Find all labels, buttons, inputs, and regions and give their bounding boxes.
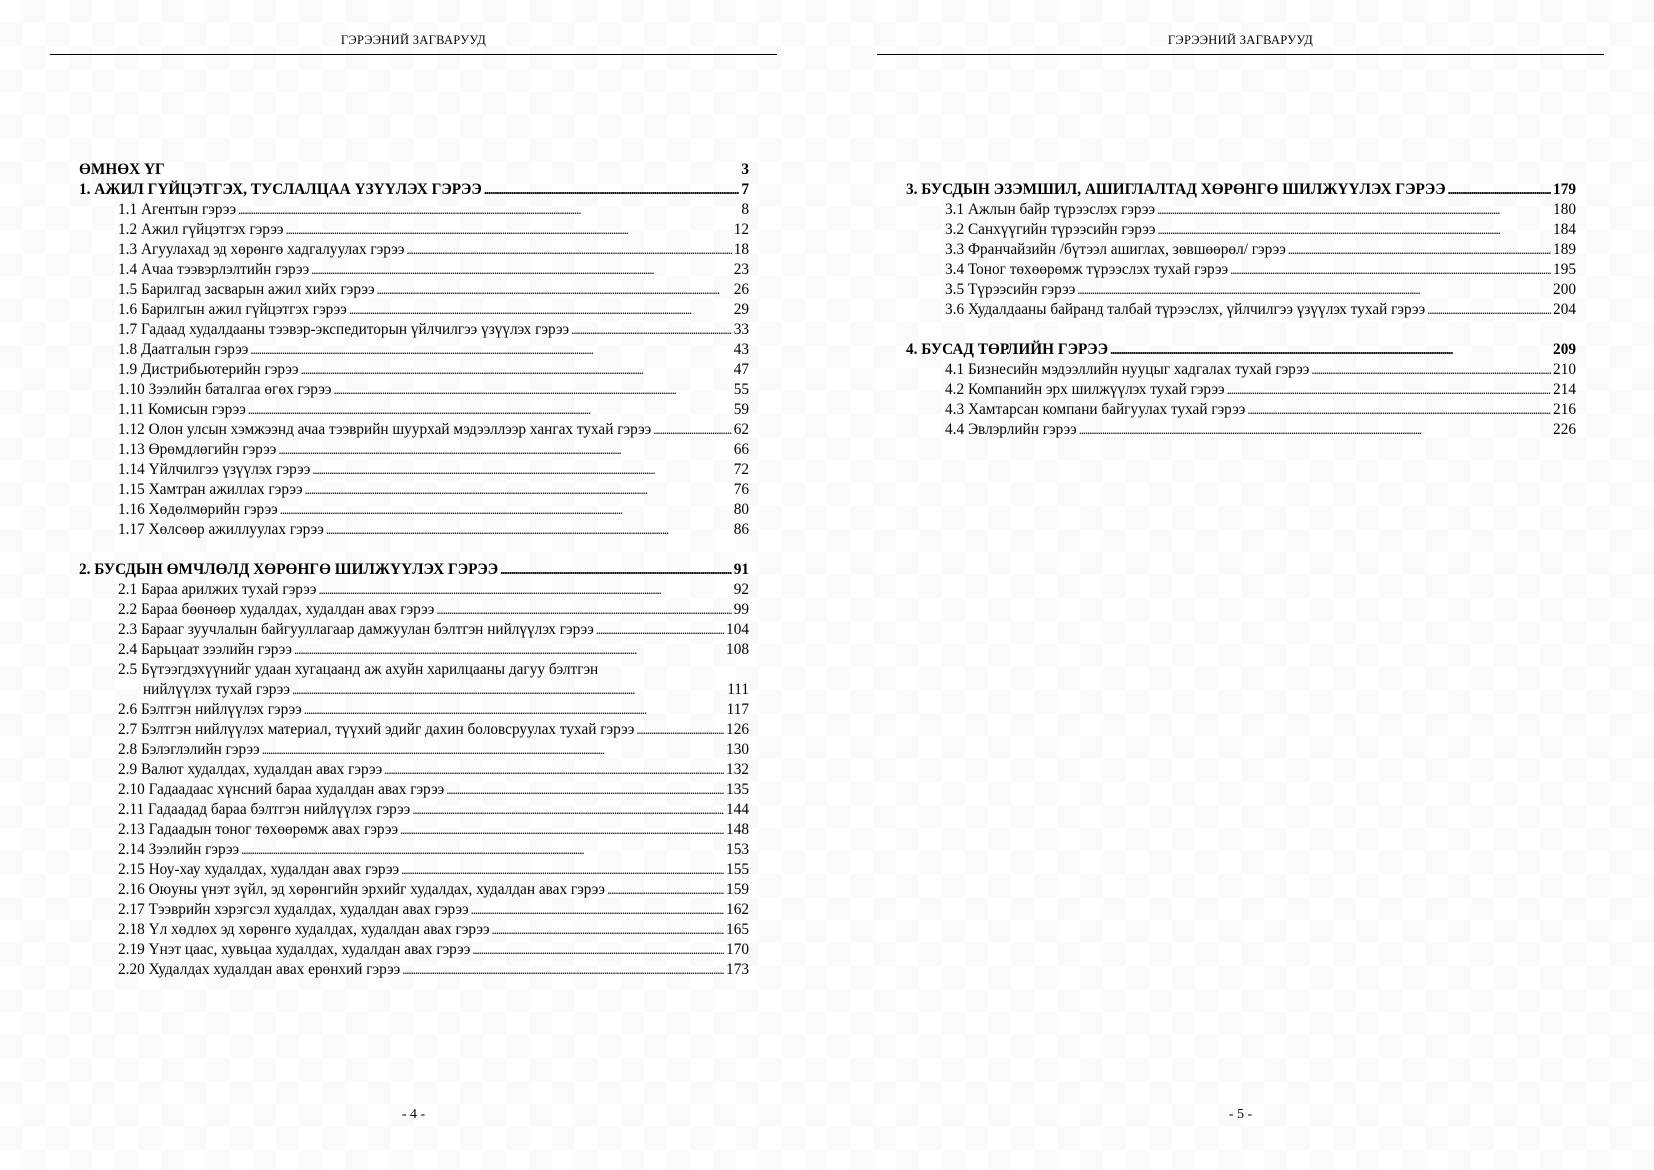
- toc-entry-page: 3: [741, 161, 749, 178]
- toc-entry-page: 180: [1553, 201, 1576, 218]
- toc-entry-title: 2. БУСДЫН ӨМЧЛӨЛД ХӨРӨНГӨ ШИЛЖҮҮЛЭХ ГЭРЭЭ: [79, 561, 499, 578]
- table-of-contents: [906, 180, 1576, 440]
- dot-leader: [1247, 400, 1551, 420]
- toc-entry-page: 144: [726, 801, 749, 818]
- dot-leader: [278, 440, 731, 460]
- toc-entry-page: 59: [733, 401, 749, 418]
- toc-entry-page: 179: [1553, 181, 1576, 198]
- dot-leader: [294, 640, 724, 660]
- dot-leader: [312, 460, 731, 480]
- toc-entry-title: 1.2 Ажил гүйцэтгэх гэрээ: [118, 221, 284, 238]
- toc-section-entry[interactable]: [79, 560, 749, 580]
- toc-entry-title: 1.3 Агуулахад эд хөрөнгө хадгалуулах гэрээ: [118, 241, 405, 258]
- toc-entry-page: 18: [733, 241, 749, 258]
- dot-leader: [318, 580, 731, 600]
- toc-entry-page: 162: [726, 901, 749, 918]
- toc-entry-title: 2.10 Гадаадаас хүнсний бараа худалдан авах гэрээ: [118, 781, 445, 798]
- dot-leader: [326, 520, 732, 540]
- toc-entry[interactable]: [906, 360, 1576, 380]
- dot-leader: [607, 880, 724, 900]
- dot-leader: [1079, 420, 1551, 440]
- toc-section-entry[interactable]: [79, 160, 749, 180]
- toc-entry[interactable]: [79, 720, 749, 740]
- dot-leader: [285, 220, 731, 240]
- dot-leader: [402, 960, 724, 980]
- toc-entry-page: 23: [733, 261, 749, 278]
- toc-entry-page: 135: [726, 781, 749, 798]
- toc-entry-page: 62: [733, 421, 749, 438]
- toc-entry-page: 8: [741, 201, 749, 218]
- toc-entry-title: 2.7 Бэлтгэн нийлүүлэх материал, түүхий эдийг дахин боловсруулах тухай гэрээ: [118, 721, 635, 738]
- toc-section-entry[interactable]: [906, 340, 1576, 360]
- toc-entry-page: 153: [726, 841, 749, 858]
- dot-leader: [377, 280, 732, 300]
- dot-leader: [653, 420, 731, 440]
- dot-leader: [1110, 340, 1551, 360]
- toc-entry[interactable]: [906, 300, 1576, 320]
- toc-entry-title: 4.4 Эвлэрлийн гэрээ: [945, 421, 1077, 438]
- toc-entry[interactable]: [906, 400, 1576, 420]
- toc-entry-title: 4.1 Бизнесийн мэдээллийн нууцыг хадгалах тухай гэрээ: [945, 361, 1310, 378]
- dot-leader: [262, 740, 724, 760]
- toc-entry[interactable]: [79, 300, 749, 320]
- toc-entry-page: 159: [726, 881, 749, 898]
- dot-leader: [471, 900, 724, 920]
- dot-leader: [436, 600, 731, 620]
- dot-leader: [484, 180, 740, 200]
- toc-entry[interactable]: [79, 460, 749, 480]
- dot-leader: [596, 620, 724, 640]
- toc-entry[interactable]: [79, 500, 749, 520]
- dot-leader: [1311, 360, 1551, 380]
- toc-entry-title: 2.19 Үнэт цаас, хувьцаа худалдах, худалдан авах гэрээ: [118, 941, 471, 958]
- toc-entry[interactable]: [79, 740, 749, 760]
- toc-entry-page: 99: [733, 601, 749, 618]
- toc-entry[interactable]: [906, 420, 1576, 440]
- toc-entry-title: 2.4 Барьцаат зээлийн гэрээ: [118, 641, 292, 658]
- toc-entry-page: 155: [726, 861, 749, 878]
- running-head: ГЭРЭЭНИЙ ЗАГВАРУУД: [340, 33, 487, 47]
- toc-entry-page: 195: [1553, 261, 1576, 278]
- toc-entry[interactable]: [79, 860, 749, 880]
- toc-entry[interactable]: [79, 280, 749, 300]
- toc-entry-page: 132: [726, 761, 749, 778]
- toc-entry-page: 12: [733, 221, 749, 238]
- running-head: ГЭРЭЭНИЙ ЗАГВАРУУД: [1167, 33, 1314, 47]
- toc-entry-title: 3.3 Франчайзийн /бүтээл ашиглах, зөвшөөрөл/ гэрээ: [945, 241, 1286, 258]
- toc-entry[interactable]: [79, 840, 749, 860]
- toc-entry[interactable]: [79, 820, 749, 840]
- toc-entry[interactable]: [79, 920, 749, 940]
- toc-entry-title: 1.10 Зээлийн баталгаа өгөх гэрээ: [118, 381, 332, 398]
- toc-entry-page: 47: [733, 361, 749, 378]
- page-number: - 5 -: [1228, 1107, 1253, 1122]
- dot-leader: [412, 800, 724, 820]
- toc-entry-page: 226: [1553, 421, 1576, 438]
- toc-entry[interactable]: [79, 220, 749, 240]
- toc-entry-page: 209: [1553, 341, 1576, 358]
- toc-entry-title: 1.8 Даатгалын гэрээ: [118, 341, 249, 358]
- toc-entry-title: нийлүүлэх тухай гэрээ: [143, 681, 290, 698]
- toc-entry-page: 29: [733, 301, 749, 318]
- toc-entry[interactable]: [906, 220, 1576, 240]
- toc-entry-page: 92: [733, 581, 749, 598]
- dot-leader: [1230, 260, 1551, 280]
- toc-entry-title: 2.14 Зээлийн гэрээ: [118, 841, 240, 858]
- toc-entry-title: 1.7 Гадаад худалдааны тээвэр-экспедиторын үйлчилгээ үзүүлэх гэрээ: [118, 321, 570, 338]
- toc-entry-title: 3.5 Түрээсийн гэрээ: [945, 281, 1076, 298]
- toc-entry-page: 216: [1553, 401, 1576, 418]
- toc-entry[interactable]: [79, 900, 749, 920]
- dot-leader: [1288, 240, 1551, 260]
- toc-entry-page: 130: [726, 741, 749, 758]
- dot-leader: [1157, 200, 1551, 220]
- toc-entry[interactable]: [79, 800, 749, 820]
- toc-entry-title: 1.5 Барилгад засварын ажил хийх гэрээ: [118, 281, 375, 298]
- dot-leader: [400, 820, 724, 840]
- toc-entry-title: 2.11 Гадаадад бараа бэлтгэн нийлүүлэх гэрээ: [118, 801, 411, 818]
- dot-leader: [292, 680, 725, 700]
- toc-entry[interactable]: [79, 640, 749, 660]
- toc-entry-page: 204: [1553, 301, 1576, 318]
- dot-leader: [1077, 280, 1551, 300]
- toc-entry[interactable]: [79, 260, 749, 280]
- dot-leader: [636, 720, 724, 740]
- toc-entry[interactable]: [79, 420, 749, 440]
- header-rule: [877, 54, 1604, 55]
- toc-section-entry[interactable]: [79, 180, 749, 200]
- toc-entry-title: 1.9 Дистрибьютерийн гэрээ: [118, 361, 299, 378]
- toc-entry-page: 80: [733, 501, 749, 518]
- toc-entry[interactable]: [79, 760, 749, 780]
- dot-leader: [472, 940, 724, 960]
- dot-leader: [384, 760, 724, 780]
- toc-entry-title: 3.1 Ажлын байр түрээслэх гэрээ: [945, 201, 1156, 218]
- dot-leader: [492, 920, 725, 940]
- toc-entry-title: 2.3 Барааг зуучлалын байгууллагаар дамжуулан бэлтгэн нийлүүлэх гэрээ: [118, 621, 594, 638]
- section-spacer: [906, 320, 1576, 340]
- toc-entry-page: 173: [726, 961, 749, 978]
- toc-entry[interactable]: [79, 880, 749, 900]
- toc-entry[interactable]: [906, 380, 1576, 400]
- toc-entry-title: 1. АЖИЛ ГҮЙЦЭТГЭХ, ТУСЛАЛЦАА ҮЗҮҮЛЭХ ГЭРЭЭ: [79, 181, 482, 198]
- dot-leader: [401, 860, 724, 880]
- toc-entry-page: 33: [733, 321, 749, 338]
- dot-leader: [311, 260, 732, 280]
- toc-entry[interactable]: [79, 620, 749, 640]
- dot-leader: [301, 360, 732, 380]
- page-number: - 4 -: [401, 1107, 426, 1122]
- toc-entry-page: 104: [726, 621, 749, 638]
- dot-leader: [1427, 300, 1551, 320]
- toc-entry-page: 189: [1553, 241, 1576, 258]
- toc-entry[interactable]: [79, 660, 749, 680]
- dot-leader: [349, 300, 732, 320]
- toc-entry-title: 1.1 Агентын гэрээ: [118, 201, 237, 218]
- toc-entry-page: 72: [733, 461, 749, 478]
- toc-entry-page: 210: [1553, 361, 1576, 378]
- toc-entry-title: 1.13 Өрөмдлөгийн гэрээ: [118, 441, 277, 458]
- dot-leader: [280, 500, 732, 520]
- dot-leader: [248, 400, 732, 420]
- toc-entry-title: 2.17 Тээврийн хэрэгсэл худалдах, худалдан авах гэрээ: [118, 901, 469, 918]
- dot-leader: [250, 340, 731, 360]
- toc-entry-title: 1.14 Үйлчилгээ үзүүлэх гэрээ: [118, 461, 311, 478]
- toc-entry-title: 2.13 Гадаадын тоног төхөөрөмж авах гэрээ: [118, 821, 399, 838]
- toc-entry[interactable]: [79, 580, 749, 600]
- toc-entry-title: 3.6 Худалдааны байранд талбай түрээслэх, үйлчилгээ үзүүлэх тухай гэрээ: [945, 301, 1426, 318]
- toc-entry-title: 1.16 Хөдөлмөрийн гэрээ: [118, 501, 278, 518]
- toc-entry-title: ӨМНӨХ ҮГ: [79, 161, 165, 178]
- dot-leader: [571, 320, 732, 340]
- toc-entry-title: 2.20 Худалдах худалдан авах ерөнхий гэрээ: [118, 961, 401, 978]
- toc-entry-page: 111: [727, 681, 749, 698]
- toc-entry-title: 1.11 Комисын гэрээ: [118, 401, 246, 418]
- toc-entry-page: 91: [733, 561, 749, 578]
- toc-entry-page: 108: [726, 641, 749, 658]
- toc-entry-title: 2.8 Бэлэглэлийн гэрээ: [118, 741, 260, 758]
- toc-entry-page: 165: [726, 921, 749, 938]
- toc-entry[interactable]: [79, 600, 749, 620]
- toc-entry-title: 4. БУСАД ТӨРЛИЙН ГЭРЭЭ: [906, 341, 1109, 358]
- dot-leader: [304, 700, 725, 720]
- toc-entry[interactable]: [79, 380, 749, 400]
- toc-entry[interactable]: [79, 440, 749, 460]
- toc-entry-title: 1.6 Барилгын ажил гүйцэтгэх гэрээ: [118, 301, 347, 318]
- toc-entry-title: 2.15 Ноу-хау худалдах, худалдан авах гэрээ: [118, 861, 400, 878]
- toc-entry-page: 66: [733, 441, 749, 458]
- toc-entry[interactable]: [906, 280, 1576, 300]
- toc-entry[interactable]: [79, 520, 749, 540]
- toc-section-entry[interactable]: [906, 180, 1576, 200]
- dot-leader: [1227, 380, 1551, 400]
- dot-leader: [406, 240, 731, 260]
- toc-entry[interactable]: [79, 240, 749, 260]
- toc-entry-page: 184: [1553, 221, 1576, 238]
- toc-entry[interactable]: [79, 940, 749, 960]
- toc-entry[interactable]: [79, 400, 749, 420]
- dot-leader: [305, 480, 732, 500]
- toc-entry-title: 2.5 Бүтээгдэхүүнийг удаан хугацаанд аж ахуйн харилцааны дагуу бэлтгэн: [118, 661, 599, 678]
- toc-entry-page: 55: [733, 381, 749, 398]
- toc-entry-title: 2.9 Валют худалдах, худалдан авах гэрээ: [118, 761, 383, 778]
- toc-entry-title: 2.16 Оюуны үнэт зүйл, эд хөрөнгийн эрхийг худалдах, худалдан авах гэрээ: [118, 881, 605, 898]
- table-of-contents: [79, 160, 749, 980]
- toc-entry[interactable]: [79, 700, 749, 720]
- toc-entry-title: 2.18 Үл хөдлөх эд хөрөнгө худалдах, худалдан авах гэрээ: [118, 921, 490, 938]
- toc-entry[interactable]: [79, 780, 749, 800]
- toc-entry-page: 7: [741, 181, 749, 198]
- toc-entry-page: 200: [1553, 281, 1576, 298]
- toc-entry-title: 2.2 Бараа бөөнөөр худалдах, худалдан авах гэрээ: [118, 601, 435, 618]
- dot-leader: [1448, 180, 1551, 200]
- dot-leader: [1157, 220, 1551, 240]
- toc-entry[interactable]: [79, 360, 749, 380]
- dot-leader: [241, 840, 724, 860]
- toc-entry[interactable]: [79, 200, 749, 220]
- toc-entry[interactable]: [79, 680, 749, 700]
- toc-entry-page: 170: [726, 941, 749, 958]
- toc-entry-title: 2.6 Бэлтгэн нийлүүлэх гэрээ: [118, 701, 302, 718]
- toc-entry-title: 1.12 Олон улсын хэмжээнд ачаа тээврийн шуурхай мэдээллээр хангах тухай гэрээ: [118, 421, 652, 438]
- toc-entry-page: 126: [726, 721, 749, 738]
- toc-entry[interactable]: [79, 320, 749, 340]
- toc-entry[interactable]: [906, 260, 1576, 280]
- toc-entry[interactable]: [79, 480, 749, 500]
- toc-entry[interactable]: [79, 340, 749, 360]
- toc-entry-title: 2.1 Бараа арилжих тухай гэрээ: [118, 581, 317, 598]
- toc-entry-title: 4.3 Хамтарсан компани байгуулах тухай гэрээ: [945, 401, 1246, 418]
- dot-leader: [333, 380, 731, 400]
- section-spacer: [79, 540, 749, 560]
- right-page: [827, 0, 1654, 1170]
- toc-entry-page: 76: [733, 481, 749, 498]
- toc-entry[interactable]: [906, 200, 1576, 220]
- header-rule: [50, 54, 777, 55]
- toc-entry[interactable]: [906, 240, 1576, 260]
- toc-entry-page: 86: [733, 521, 749, 538]
- toc-entry-title: 1.4 Ачаа тээвэрлэлтийн гэрээ: [118, 261, 310, 278]
- dot-leader: [500, 560, 732, 580]
- toc-entry-title: 3. БУСДЫН ЭЗЭМШИЛ, АШИГЛАЛТАД ХӨРӨНГӨ ШИЛЖҮҮЛЭХ ГЭРЭЭ: [906, 181, 1446, 198]
- toc-entry-page: 26: [733, 281, 749, 298]
- toc-entry-title: 1.15 Хамтран ажиллах гэрээ: [118, 481, 303, 498]
- toc-entry-title: 1.17 Хөлсөөр ажиллуулах гэрээ: [118, 521, 324, 538]
- dot-leader: [446, 780, 724, 800]
- toc-entry-title: 3.4 Тоног төхөөрөмж түрээслэх тухай гэрээ: [945, 261, 1229, 278]
- toc-entry-page: 43: [733, 341, 749, 358]
- toc-entry-page: 148: [726, 821, 749, 838]
- toc-entry[interactable]: [79, 960, 749, 980]
- toc-entry-title: 4.2 Компанийн эрх шилжүүлэх тухай гэрээ: [945, 381, 1225, 398]
- toc-entry-title: 3.2 Санхүүгийн түрээсийн гэрээ: [945, 221, 1156, 238]
- toc-entry-page: 117: [726, 701, 749, 718]
- dot-leader: [238, 200, 739, 220]
- toc-entry-page: 214: [1553, 381, 1576, 398]
